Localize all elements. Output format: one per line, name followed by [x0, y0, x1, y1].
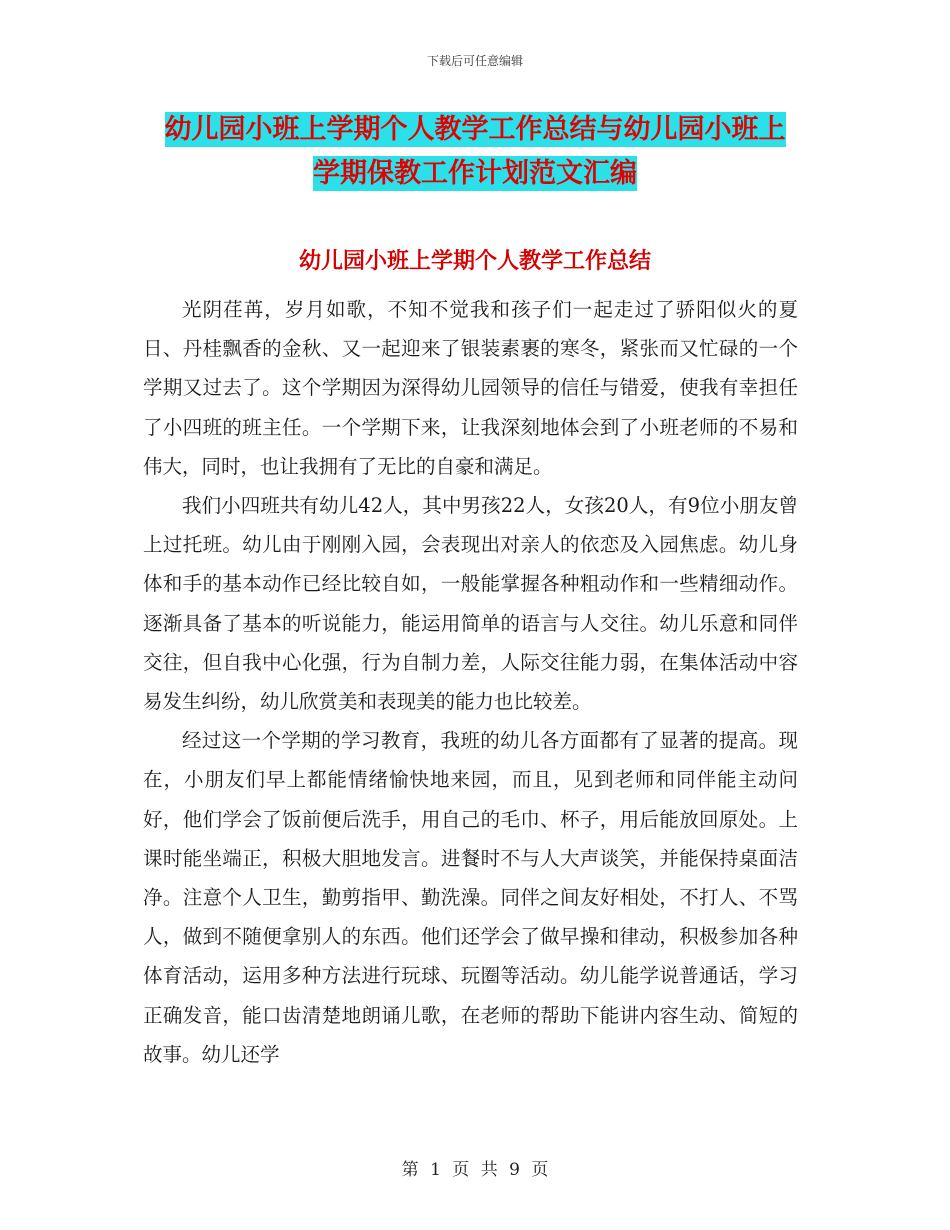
paragraph-1: 光阴荏苒，岁月如歌，不知不觉我和孩子们一起走过了骄阳似火的夏日、丹桂飘香的金秋、又一起迎来了银装素裹的寒冬，紧张而又忙碌的一个学期又过去了。这个学期因为深得幼儿园领导的信任与错爱，使我有幸担任了小四班的班主任。一个学期下来，让我深刻地体会到了小班老师的不易和伟大，同时，也让我拥有了无比的自豪和满足。 [143, 298, 798, 478]
document-title-line-2: 学期保教工作计划范文汇编 [313, 158, 637, 189]
section-title: 幼儿园小班上学期个人教学工作总结 [298, 249, 651, 274]
document-title [145, 108, 805, 196]
paragraph-2: 我们小四班共有幼儿42人，其中男孩22人，女孩20人，有9位小朋友曾上过托班。幼儿由于刚刚入园，会表现出对亲人的依恋及入园焦虑。幼儿身体和手的基本动作已经比较自如，一般能掌握各种粗动作和一些精细动作。逐渐具备了基本的听说能力，能运用简单的语言与人交往。幼儿乐意和同伴交往，但自我中心化强，行为自制力差，人际交往能力弱，在集体活动中容易发生纠纷，幼儿欣赏美和表现美的能力也比较差。 [143, 494, 798, 714]
document-body [143, 290, 798, 1074]
page-indicator: 第 1 页 共 9 页 [401, 1160, 549, 1180]
header-note: 下载后可任意编辑 [426, 54, 523, 68]
document-title-line-1: 幼儿园小班上学期个人教学工作总结与幼儿园小班上 [164, 114, 786, 145]
paragraph-3: 经过这一个学期的学习教育，我班的幼儿各方面都有了显著的提高。现在，小朋友们早上都能情绪愉快地来园，而且，见到老师和同伴能主动问好，他们学会了饭前便后洗手，用自己的毛巾、杯子，用后能放回原处。上课时能坐端正，积极大胆地发言。进餐时不与人大声谈笑，并能保持桌面洁净。注意个人卫生，勤剪指甲、勤洗澡。同伴之间友好相处，不打人、不骂人，做到不随便拿别人的东西。他们还学会了做早操和律动，积极参加各种体育活动，运用多种方法进行玩球、玩圈等活动。幼儿能学说普通话，学习正确发音，能口齿清楚地朗诵儿歌，在老师的帮助下能讲内容生动、简短的故事。幼儿还学 [143, 729, 798, 1066]
